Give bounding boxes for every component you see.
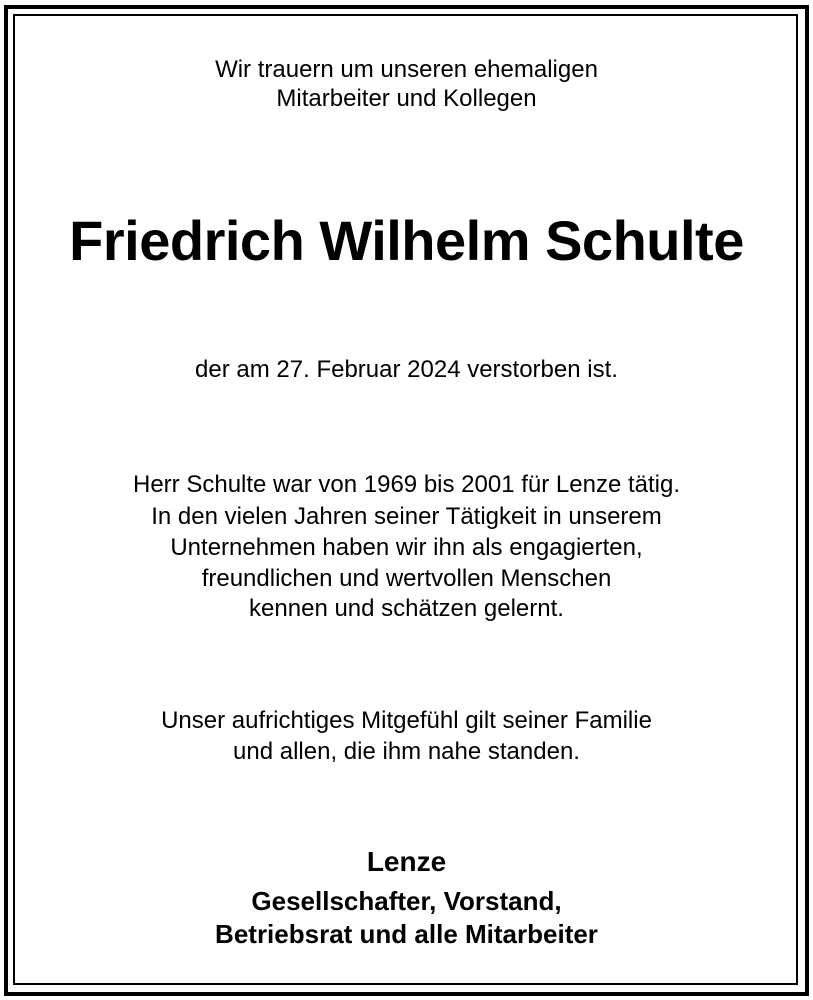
deceased-name: Friedrich Wilhelm Schulte	[69, 209, 744, 272]
condolence-line-2: und allen, die ihm nahe standen.	[233, 738, 580, 765]
intro-line-1: Wir trauern um unseren ehemaligen	[215, 56, 598, 83]
intro-line-2: Mitarbeiter und Kollegen	[276, 85, 537, 112]
condolence-line-1: Unser aufrichtiges Mitgefühl gilt seiner Familie	[161, 707, 652, 734]
border-frame-inner	[13, 14, 798, 985]
tribute-line-1: Herr Schulte war von 1969 bis 2001 für Lenze tätig.	[133, 471, 680, 498]
tribute-line-3: Unternehmen haben wir ihn als engagierten,	[170, 534, 643, 561]
tribute-line-4: freundlichen und wertvollen Menschen	[201, 565, 612, 592]
signature-line-2: Betriebsrat und alle Mitarbeiter	[215, 919, 598, 949]
tribute-line-2: In den vielen Jahren seiner Tätigkeit in unserem	[151, 503, 662, 530]
signature-line-1: Gesellschafter, Vorstand,	[251, 886, 562, 916]
tribute-line-5: kennen und schätzen gelernt.	[249, 595, 564, 622]
death-notice: der am 27. Februar 2024 verstorben ist.	[195, 356, 618, 383]
signature-company: Lenze	[366, 846, 447, 877]
